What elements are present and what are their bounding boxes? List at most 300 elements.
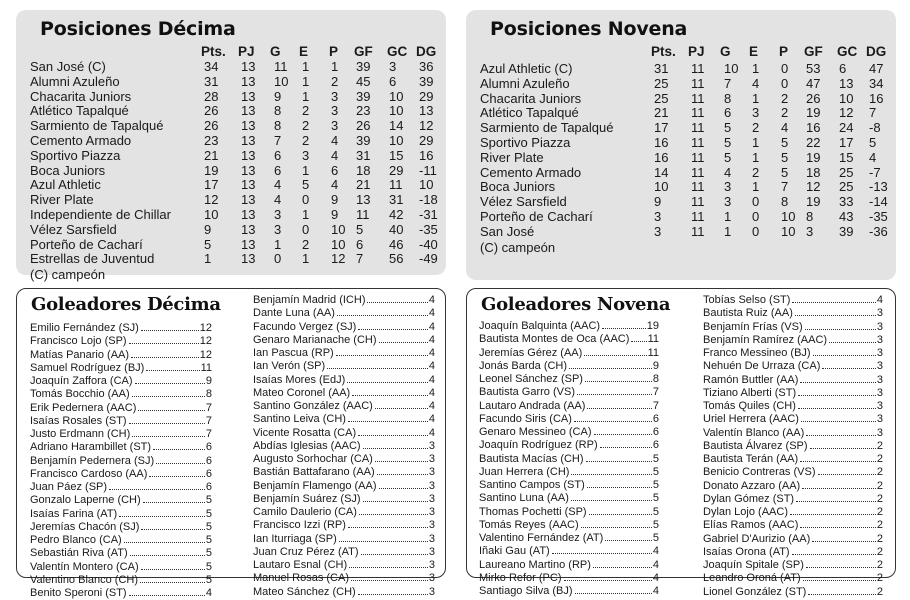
goal-count: 5 bbox=[652, 452, 659, 465]
scorer-name: Joaquín Zaffora (CA) bbox=[30, 375, 133, 387]
scorer-row bbox=[703, 360, 883, 373]
scorer-name: Juan Cruz Pérez (AT) bbox=[253, 545, 359, 558]
dot-leader bbox=[146, 370, 199, 371]
stat-gc: 31 bbox=[389, 192, 404, 208]
stat-e: 0 bbox=[752, 208, 760, 224]
stat-gc: 56 bbox=[389, 251, 404, 267]
goal-count: 11 bbox=[647, 346, 659, 359]
goal-count: 6 bbox=[652, 426, 659, 438]
stat-gc: 24 bbox=[839, 120, 854, 136]
standings-novena-title: Posiciones Novena bbox=[490, 18, 688, 40]
stat-e: 1 bbox=[752, 90, 760, 106]
goal-count: 19 bbox=[646, 320, 659, 332]
team-name: Estrellas de Juventud bbox=[30, 251, 155, 267]
stat-dg: 7 bbox=[869, 105, 877, 121]
scorer-name: Tomás Bocchio (AA) bbox=[30, 388, 130, 401]
stat-gf: 19 bbox=[806, 194, 821, 210]
goal-count: 5 bbox=[652, 505, 659, 518]
stat-gf: 8 bbox=[806, 208, 814, 224]
dot-leader bbox=[571, 500, 652, 501]
scorer-name: Gonzalo Laperne (CH) bbox=[30, 494, 141, 507]
scorer-row bbox=[479, 439, 659, 452]
goal-count: 3 bbox=[876, 347, 883, 359]
scorer-row bbox=[253, 374, 435, 387]
column-header-pts: Pts. bbox=[651, 44, 676, 59]
goal-count: 7 bbox=[205, 414, 212, 427]
goal-count: 3 bbox=[428, 492, 435, 505]
scorer-row bbox=[703, 480, 883, 493]
goal-count: 5 bbox=[205, 507, 212, 520]
dot-leader bbox=[141, 330, 199, 331]
team-name: Sarmiento de Tapalqué bbox=[30, 118, 164, 134]
dot-leader bbox=[358, 329, 428, 330]
goal-count: 3 bbox=[876, 360, 883, 373]
scorer-name: Tomás Reyes (AAC) bbox=[479, 518, 579, 531]
table-row bbox=[30, 252, 440, 267]
scorer-row bbox=[479, 479, 659, 492]
scorers-novena-title: Goleadores Novena bbox=[481, 294, 671, 315]
stat-p: 4 bbox=[331, 132, 339, 148]
dot-leader bbox=[359, 514, 428, 515]
scorer-name: Santino Campos (ST) bbox=[479, 479, 585, 491]
stat-gf: 19 bbox=[806, 105, 821, 121]
goal-count: 12 bbox=[199, 348, 212, 361]
stat-pts: 34 bbox=[204, 59, 219, 74]
scorers-decima-column-2 bbox=[253, 294, 435, 599]
scorer-row bbox=[703, 506, 883, 519]
scorer-name: Pedro Blanco (CA) bbox=[30, 534, 122, 546]
goal-count: 3 bbox=[428, 545, 435, 558]
table-row bbox=[30, 104, 440, 119]
scorer-name: Nehuén De Urraza (CA) bbox=[703, 360, 821, 373]
team-name: Alumni Azuleño bbox=[480, 75, 570, 91]
stat-p: 3 bbox=[331, 118, 339, 134]
scorer-row bbox=[479, 532, 659, 545]
stat-pts: 9 bbox=[654, 194, 662, 210]
scorer-row bbox=[479, 545, 659, 558]
stat-p: 8 bbox=[781, 194, 789, 210]
goal-count: 8 bbox=[652, 373, 659, 385]
scorer-row bbox=[479, 559, 659, 572]
column-header-gc: GC bbox=[387, 44, 408, 59]
goal-count: 5 bbox=[652, 532, 659, 544]
dot-leader bbox=[375, 408, 428, 409]
stat-e: 2 bbox=[302, 132, 310, 148]
stat-gc: 29 bbox=[389, 162, 404, 178]
scorer-row bbox=[253, 427, 435, 440]
dot-leader bbox=[586, 461, 652, 462]
stat-pj: 11 bbox=[691, 179, 705, 195]
team-name: Atlético Tapalqué bbox=[480, 105, 579, 121]
dot-leader bbox=[358, 594, 428, 595]
scorers-novena-column-1 bbox=[479, 320, 659, 598]
scorer-row bbox=[30, 561, 212, 574]
dot-leader bbox=[806, 567, 876, 568]
scorer-name: Iñaki Gau (AT) bbox=[479, 545, 550, 558]
stat-dg: 34 bbox=[869, 75, 884, 91]
stat-pj: 11 bbox=[691, 223, 705, 239]
stat-dg: 12 bbox=[419, 118, 434, 134]
dot-leader bbox=[132, 396, 205, 397]
stat-g: 7 bbox=[274, 132, 282, 148]
scorer-row bbox=[703, 374, 883, 387]
scorer-name: Genaro Marianache (CH) bbox=[253, 333, 377, 346]
scorer-row bbox=[30, 415, 212, 428]
stat-p: 0 bbox=[781, 61, 789, 76]
dot-leader bbox=[805, 329, 876, 330]
team-name: Atlético Tapalqué bbox=[30, 103, 129, 119]
scorer-name: Benjamín Suárez (SJ) bbox=[253, 492, 361, 505]
scorer-row bbox=[30, 574, 212, 587]
dot-leader bbox=[575, 593, 652, 594]
dot-leader bbox=[584, 355, 646, 356]
scorer-row bbox=[253, 360, 435, 373]
stat-p: 2 bbox=[781, 90, 789, 106]
stat-g: 8 bbox=[274, 103, 282, 119]
stat-g: 8 bbox=[274, 118, 282, 134]
table-row bbox=[30, 90, 440, 105]
stat-pts: 23 bbox=[204, 132, 219, 148]
scorer-name: Elías Ramos (AAC) bbox=[703, 519, 799, 532]
dot-leader bbox=[149, 476, 205, 477]
stat-g: 1 bbox=[724, 223, 732, 239]
stat-pj: 11 bbox=[691, 208, 705, 224]
goal-count: 5 bbox=[652, 479, 659, 491]
scorer-row bbox=[253, 519, 435, 532]
scorer-name: Francisco Izzi (RP) bbox=[253, 519, 346, 532]
goal-count: 2 bbox=[876, 532, 883, 545]
goal-count: 3 bbox=[428, 585, 435, 598]
stat-dg: -11 bbox=[419, 162, 437, 178]
dot-leader bbox=[812, 541, 876, 542]
scorer-row bbox=[253, 586, 435, 599]
table-row bbox=[480, 151, 890, 166]
dot-leader bbox=[131, 357, 199, 358]
stat-p: 10 bbox=[781, 223, 796, 239]
stat-dg: 29 bbox=[419, 88, 434, 104]
dot-leader bbox=[352, 395, 428, 396]
dot-leader bbox=[631, 341, 646, 342]
stat-e: 1 bbox=[752, 149, 760, 165]
goal-count: 6 bbox=[652, 412, 659, 425]
scorers-decima-title: Goleadores Décima bbox=[31, 294, 221, 315]
dot-leader bbox=[605, 540, 652, 541]
dot-leader bbox=[363, 448, 428, 449]
scorer-row bbox=[479, 492, 659, 505]
table-row bbox=[480, 121, 890, 136]
goal-count: 4 bbox=[428, 360, 435, 373]
dot-leader bbox=[143, 502, 205, 503]
goal-count: 2 bbox=[876, 466, 883, 479]
stat-pj: 13 bbox=[241, 206, 256, 222]
scorers-decima-panel bbox=[16, 288, 446, 599]
scorer-row bbox=[30, 481, 212, 494]
dot-leader bbox=[132, 436, 205, 437]
goal-count: 4 bbox=[428, 333, 435, 346]
scorer-name: Bautista Montes de Oca (AAC) bbox=[479, 333, 630, 346]
dot-leader bbox=[552, 553, 652, 554]
dot-leader bbox=[806, 435, 876, 436]
stat-pj: 11 bbox=[691, 61, 705, 76]
stat-gc: 11 bbox=[389, 177, 403, 193]
scorer-name: Sebastián Riva (AT) bbox=[30, 547, 128, 560]
scorer-row bbox=[253, 347, 435, 360]
team-name: San José (C) bbox=[30, 59, 106, 74]
dot-leader bbox=[602, 328, 646, 329]
dot-leader bbox=[339, 541, 428, 542]
stat-g: 4 bbox=[724, 164, 732, 180]
scorer-row bbox=[703, 546, 883, 559]
stat-pj: 13 bbox=[241, 236, 256, 252]
scorer-row bbox=[30, 362, 212, 375]
stat-gf: 12 bbox=[806, 179, 821, 195]
goal-count: 3 bbox=[428, 506, 435, 518]
stat-g: 10 bbox=[274, 73, 289, 89]
stat-gc: 46 bbox=[389, 236, 404, 252]
stat-g: 0 bbox=[274, 251, 282, 267]
stat-pts: 31 bbox=[204, 73, 219, 89]
table-row bbox=[30, 164, 440, 179]
stat-e: 2 bbox=[302, 103, 310, 119]
scorer-row bbox=[253, 413, 435, 426]
scorer-row bbox=[703, 334, 883, 347]
stat-g: 3 bbox=[724, 179, 732, 195]
scorer-row bbox=[253, 294, 435, 307]
scorer-name: Bautista Garro (VS) bbox=[479, 386, 575, 399]
table-row bbox=[30, 223, 440, 238]
stat-g: 1 bbox=[274, 236, 282, 252]
stat-gc: 40 bbox=[389, 221, 404, 237]
table-row bbox=[30, 193, 440, 208]
goal-count: 12 bbox=[199, 322, 212, 334]
stat-pts: 21 bbox=[204, 147, 219, 163]
dot-leader bbox=[800, 382, 876, 383]
stat-p: 4 bbox=[331, 177, 339, 193]
goal-count: 8 bbox=[205, 388, 212, 401]
stat-pts: 21 bbox=[654, 105, 669, 121]
scorer-row bbox=[703, 572, 883, 585]
scorer-row bbox=[30, 547, 212, 560]
stat-pj: 11 bbox=[691, 75, 705, 91]
team-name: San José bbox=[480, 223, 535, 239]
goal-count: 2 bbox=[876, 572, 883, 585]
stat-e: 3 bbox=[752, 105, 760, 121]
goal-count: 3 bbox=[876, 386, 883, 399]
stat-dg: 10 bbox=[419, 177, 434, 193]
column-header-gf: GF bbox=[804, 44, 823, 59]
column-header-g: G bbox=[720, 44, 731, 59]
scorer-name: Benjamín Frías (VS) bbox=[703, 320, 803, 333]
stat-p: 7 bbox=[781, 179, 789, 195]
stat-p: 10 bbox=[781, 208, 796, 224]
stat-gf: 47 bbox=[806, 75, 821, 91]
stat-gc: 15 bbox=[389, 147, 404, 163]
stat-e: 1 bbox=[302, 162, 310, 178]
scorers-novena-column-2 bbox=[703, 294, 883, 599]
scorer-row bbox=[30, 375, 212, 388]
stat-dg: -36 bbox=[869, 223, 888, 239]
scorer-name: Jonás Barda (CH) bbox=[479, 359, 568, 372]
dot-leader bbox=[600, 447, 652, 448]
stat-p: 2 bbox=[781, 105, 789, 121]
team-name: Sarmiento de Tapalqué bbox=[480, 120, 614, 136]
scorer-name: Facundo Siris (CA) bbox=[479, 412, 572, 425]
stat-dg: 47 bbox=[869, 61, 884, 76]
stat-pj: 13 bbox=[241, 192, 256, 208]
stat-e: 3 bbox=[302, 147, 310, 163]
stat-e: 2 bbox=[302, 236, 310, 252]
scorer-name: Lautaro Esnal (CH) bbox=[253, 559, 348, 571]
stat-gf: 22 bbox=[806, 134, 821, 150]
scorer-row bbox=[253, 466, 435, 479]
stat-gf: 39 bbox=[356, 88, 371, 104]
scorer-row bbox=[30, 428, 212, 441]
table-row bbox=[480, 195, 890, 210]
scorer-row bbox=[253, 506, 435, 519]
dot-leader bbox=[358, 435, 428, 436]
stat-g: 1 bbox=[724, 208, 732, 224]
standings-decima-title: Posiciones Décima bbox=[40, 18, 236, 40]
stat-e: 1 bbox=[302, 88, 310, 104]
dot-leader bbox=[810, 448, 876, 449]
stat-gc: 43 bbox=[839, 208, 854, 224]
dot-leader bbox=[327, 368, 428, 369]
scorer-name: Uriel Herrera (AAC) bbox=[703, 413, 799, 426]
stat-dg: 36 bbox=[419, 59, 434, 74]
scorer-name: Benicio Contreras (VS) bbox=[703, 466, 816, 479]
stat-gc: 15 bbox=[839, 149, 854, 165]
stat-gf: 16 bbox=[806, 120, 821, 136]
dot-leader bbox=[337, 315, 428, 316]
dot-leader bbox=[156, 463, 205, 464]
table-row bbox=[30, 60, 440, 75]
scorer-row bbox=[479, 519, 659, 532]
dot-leader bbox=[792, 302, 875, 303]
goal-count: 3 bbox=[876, 400, 883, 412]
standings-decima-table bbox=[30, 60, 440, 282]
scorer-name: Santiago Silva (BJ) bbox=[479, 585, 573, 597]
dot-leader bbox=[798, 408, 876, 409]
dot-leader bbox=[347, 382, 428, 383]
scorer-name: Augusto Sorhochar (CA) bbox=[253, 453, 373, 465]
dot-leader bbox=[795, 315, 876, 316]
stat-gf: 18 bbox=[806, 164, 821, 180]
stat-dg: 5 bbox=[869, 134, 877, 150]
goal-count: 3 bbox=[428, 479, 435, 492]
stat-pts: 17 bbox=[204, 177, 219, 193]
column-header-e: E bbox=[749, 44, 759, 59]
goal-count: 5 bbox=[652, 465, 659, 478]
goal-count: 5 bbox=[652, 492, 659, 505]
stat-pj: 11 bbox=[691, 134, 705, 150]
stat-pts: 26 bbox=[204, 118, 219, 134]
goal-count: 3 bbox=[876, 333, 883, 346]
team-name: Cemento Armado bbox=[30, 132, 132, 148]
scorer-name: Ramón Buttler (AA) bbox=[703, 373, 799, 386]
scorer-row bbox=[479, 426, 659, 439]
stat-e: 1 bbox=[302, 59, 310, 74]
goal-count: 6 bbox=[652, 439, 659, 452]
scorer-row bbox=[30, 388, 212, 401]
scorer-name: Manuel Rosas (CA) bbox=[253, 572, 349, 585]
stat-gf: 19 bbox=[806, 149, 821, 165]
dot-leader bbox=[141, 569, 205, 570]
scorer-name: Dylan Gómez (ST) bbox=[703, 492, 795, 505]
dot-leader bbox=[808, 594, 876, 595]
goal-count: 4 bbox=[428, 320, 435, 333]
team-name: Boca Juniors bbox=[480, 179, 556, 195]
scorer-row bbox=[30, 534, 212, 547]
stat-pts: 10 bbox=[654, 179, 669, 195]
scorer-name: Leonel Sánchez (SP) bbox=[479, 373, 583, 385]
scorer-row bbox=[30, 587, 212, 600]
scorer-row bbox=[479, 360, 659, 373]
goal-count: 3 bbox=[876, 320, 883, 333]
goal-count: 2 bbox=[876, 519, 883, 532]
stat-g: 5 bbox=[724, 120, 732, 136]
goal-count: 4 bbox=[428, 400, 435, 412]
stat-e: 1 bbox=[302, 206, 310, 222]
goal-count: 5 bbox=[205, 494, 212, 507]
stat-gc: 10 bbox=[389, 103, 404, 119]
dot-leader bbox=[129, 595, 205, 596]
stat-p: 5 bbox=[781, 164, 789, 180]
stat-gc: 25 bbox=[839, 179, 854, 195]
goal-count: 6 bbox=[205, 441, 212, 454]
goal-count: 7 bbox=[205, 428, 212, 440]
goal-count: 2 bbox=[876, 585, 883, 598]
dot-leader bbox=[798, 395, 876, 396]
stat-gf: 18 bbox=[356, 162, 371, 178]
stat-gf: 26 bbox=[806, 90, 821, 106]
column-header-pj: PJ bbox=[238, 44, 255, 59]
scorer-name: Bastián Battafarano (AA) bbox=[253, 466, 375, 479]
stat-e: 0 bbox=[302, 221, 310, 237]
goal-count: 5 bbox=[205, 560, 212, 573]
dot-leader bbox=[129, 343, 199, 344]
scorer-row bbox=[479, 413, 659, 426]
scorer-name: Bautista Álvarez (SP) bbox=[703, 439, 808, 452]
scorer-name: Dante Luna (AA) bbox=[253, 307, 335, 320]
scorer-name: Ian Verón (SP) bbox=[253, 360, 326, 373]
dot-leader bbox=[109, 489, 205, 490]
scorer-name: Matías Panario (AA) bbox=[30, 348, 130, 361]
scorer-name: Santino González (AAC) bbox=[253, 400, 373, 412]
goal-count: 4 bbox=[428, 373, 435, 386]
dot-leader bbox=[119, 516, 205, 517]
scorer-name: Lautaro Andrada (AA) bbox=[479, 399, 586, 412]
stat-pts: 3 bbox=[654, 208, 662, 224]
stat-e: 1 bbox=[752, 61, 760, 76]
stat-pj: 11 bbox=[691, 194, 705, 210]
scorer-row bbox=[703, 400, 883, 413]
dot-leader bbox=[803, 580, 876, 581]
scorer-name: Joaquín Spitale (SP) bbox=[703, 559, 804, 571]
dot-leader bbox=[336, 355, 428, 356]
scorer-name: Adriano Harambillet (ST) bbox=[30, 441, 152, 454]
scorer-row bbox=[479, 585, 659, 598]
goal-count: 2 bbox=[876, 545, 883, 558]
goal-count: 4 bbox=[428, 386, 435, 399]
goal-count: 4 bbox=[428, 294, 435, 306]
scorer-row bbox=[30, 494, 212, 507]
stat-e: 1 bbox=[752, 179, 760, 195]
scorer-row bbox=[253, 321, 435, 334]
scorer-name: Joaquín Rodríguez (RP) bbox=[479, 439, 598, 452]
goal-count: 4 bbox=[428, 307, 435, 320]
stat-gf: 45 bbox=[356, 73, 371, 89]
stat-g: 6 bbox=[274, 162, 282, 178]
